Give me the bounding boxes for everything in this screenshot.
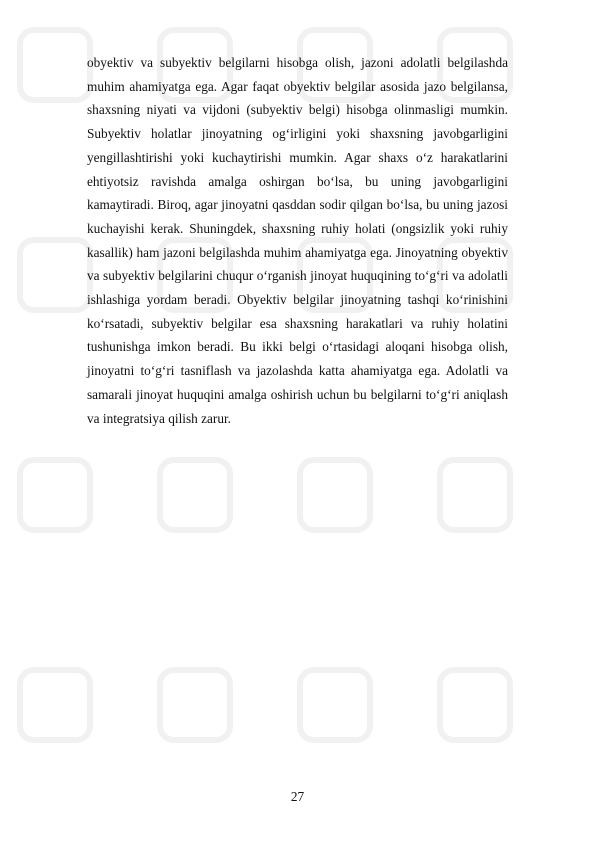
page-body bbox=[87, 51, 508, 430]
page-number: 27 bbox=[290, 789, 305, 804]
body-paragraph: obyektiv va subyektiv belgilarni hisobga olish, jazoni adolatli belgilashda muhim ahamiyatga ega. Agar faqat obyektiv belgilar asosida jazo belgilansa, shaxsning niyati va vijdoni (subyektiv belgi) hisobga olinmasligi mumkin. Subyektiv holatlar jinoyatning og‘irligini yoki shaxsning javobgarligini yengillashtirishi yoki kuchaytirishi mumkin. Agar shaxs o‘z harakatlarini ehtiyotsiz ravishda amalga oshirgan bo‘lsa, bu uning javobgarligini kamaytiradi. Biroq, agar jinoyatni qasddan sodir qilgan bo‘lsa, bu uning jazosi kuchayishi kerak. Shuningdek, shaxsning ruhiy holati (ongsizlik yoki ruhiy kasallik) ham jazoni belgilashda muhim ahamiyatga ega. Jinoyatning obyektiv va subyektiv belgilarini chuqur o‘rganish jinoyat huquqining to‘g‘ri va adolatli ishlashiga yordam beradi. Obyektiv belgilar jinoyatning tashqi ko‘rinishini ko‘rsatadi, subyektiv belgilar esa shaxsning harakatlari va ruhiy holatini tushunishga imkon beradi. Bu ikki belgi o‘rtasidagi aloqani hisobga olish, jinoyatni to‘g‘ri tasniflash va jazolashda katta ahamiyatga ega. Adolatli va samarali jinoyat huquqini amalga oshirish uchun bu belgilarni to‘g‘ri aniqlash va integratsiya qilish zarur. bbox=[87, 55, 508, 426]
